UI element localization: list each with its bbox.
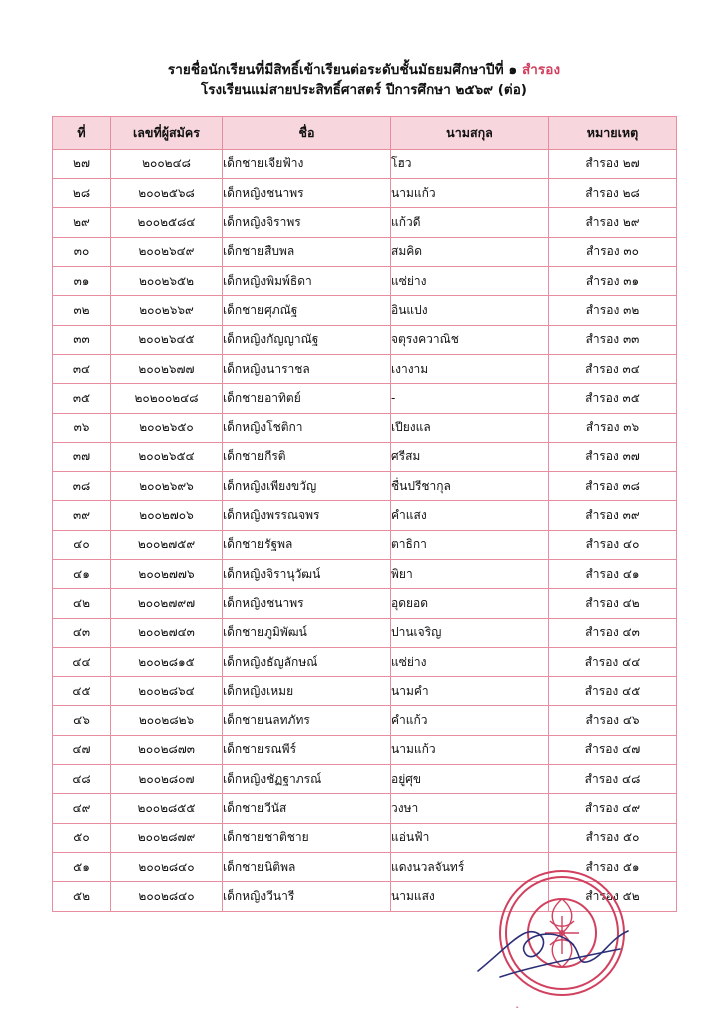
cell-first-name: เด็กชายนิติพล	[223, 852, 391, 881]
cell-last-name: -	[391, 384, 549, 413]
cell-applicant-code: ๒๐๐๒๖๗๗	[111, 354, 223, 383]
cell-row-index: ๓๑	[53, 267, 111, 296]
cell-row-index: ๓๙	[53, 501, 111, 530]
cell-row-index: ๓๗	[53, 442, 111, 471]
cell-row-index: ๔๕	[53, 677, 111, 706]
table-row	[53, 735, 677, 764]
cell-first-name: เด็กหญิงชนาพร	[223, 179, 391, 208]
cell-note: สำรอง ๓๕	[549, 384, 677, 413]
cell-last-name: ปานเจริญ	[391, 618, 549, 647]
cell-applicant-code: ๒๐๐๒๗๔๓	[111, 618, 223, 647]
cell-first-name: เด็กชายภูมิพัฒน์	[223, 618, 391, 647]
cell-last-name: วงษา	[391, 794, 549, 823]
cell-first-name: เด็กชายเจียฟ้าง	[223, 149, 391, 178]
cell-note: สำรอง ๔๓	[549, 618, 677, 647]
cell-last-name: แก้วดี	[391, 208, 549, 237]
cell-applicant-code: ๒๐๐๒๘๑๕	[111, 647, 223, 676]
cell-first-name: เด็กหญิงชนาพร	[223, 589, 391, 618]
cell-first-name: เด็กหญิงจิรานุวัฒน์	[223, 560, 391, 589]
cell-applicant-code: ๒๐๐๒๘๗๓	[111, 735, 223, 764]
cell-note: สำรอง ๓๙	[549, 501, 677, 530]
cell-row-index: ๓๘	[53, 472, 111, 501]
cell-note: สำรอง ๕๑	[549, 852, 677, 881]
cell-row-index: ๔๑	[53, 560, 111, 589]
cell-last-name: ศรีสม	[391, 442, 549, 471]
table-row	[53, 501, 677, 530]
cell-first-name: เด็กหญิงเพียงขวัญ	[223, 472, 391, 501]
table-header	[53, 116, 677, 149]
cell-row-index: ๔๙	[53, 794, 111, 823]
page-title-main: รายชื่อนักเรียนที่มีสิทธิ์เข้าเรียนต่อระดับชั้นมัธยมศึกษาปีที่ ๑	[167, 62, 522, 78]
cell-applicant-code: ๒๐๐๒๖๔๙	[111, 237, 223, 266]
cell-last-name: โฮว	[391, 149, 549, 178]
cell-applicant-code: ๒๐๐๒๖๕๒	[111, 267, 223, 296]
cell-first-name: เด็กหญิงกัญญาณัฐ	[223, 325, 391, 354]
cell-row-index: ๕๐	[53, 823, 111, 852]
cell-applicant-code: ๒๐๐๒๘๖๔	[111, 677, 223, 706]
cell-applicant-code: ๒๐๐๒๖๔๕	[111, 325, 223, 354]
cell-applicant-code: ๒๐๐๒๘๐๗	[111, 765, 223, 794]
cell-applicant-code: ๒๐๐๒๖๙๖	[111, 472, 223, 501]
column-header-first-name: ชื่อ	[223, 116, 391, 149]
cell-applicant-code: ๒๐๐๒๘๔๐	[111, 882, 223, 911]
cell-note: สำรอง ๔๕	[549, 677, 677, 706]
table-row	[53, 267, 677, 296]
cell-last-name: อยู่ศุข	[391, 765, 549, 794]
cell-last-name: อุดยอด	[391, 589, 549, 618]
table-row	[53, 179, 677, 208]
table-row	[53, 589, 677, 618]
cell-note: สำรอง ๔๒	[549, 589, 677, 618]
table-row	[53, 472, 677, 501]
cell-last-name: นามแสง	[391, 882, 549, 911]
cell-note: สำรอง ๔๖	[549, 706, 677, 735]
table-row	[53, 413, 677, 442]
table-row	[53, 882, 677, 911]
cell-note: สำรอง ๓๘	[549, 472, 677, 501]
cell-first-name: เด็กหญิงธัญลักษณ์	[223, 647, 391, 676]
cell-applicant-code: ๒๐๐๒๔๘	[111, 149, 223, 178]
table-row	[53, 823, 677, 852]
cell-last-name: เงางาม	[391, 354, 549, 383]
cell-note: สำรอง ๕๐	[549, 823, 677, 852]
table-row	[53, 706, 677, 735]
cell-last-name: แอ่นฟ้า	[391, 823, 549, 852]
cell-last-name: จตุรงควาณิช	[391, 325, 549, 354]
table-row	[53, 208, 677, 237]
cell-note: สำรอง ๔๗	[549, 735, 677, 764]
cell-last-name: แซ่ย่าง	[391, 267, 549, 296]
cell-first-name: เด็กหญิงชัฏฐาภรณ์	[223, 765, 391, 794]
cell-note: สำรอง ๓๔	[549, 354, 677, 383]
cell-last-name: สมคิด	[391, 237, 549, 266]
column-header-last-name: นามสกุล	[391, 116, 549, 149]
cell-applicant-code: ๒๐๐๒๖๖๙	[111, 296, 223, 325]
cell-row-index: ๒๙	[53, 208, 111, 237]
cell-last-name: นามแก้ว	[391, 179, 549, 208]
cell-note: สำรอง ๓๗	[549, 442, 677, 471]
cell-note: สำรอง ๓๐	[549, 237, 677, 266]
cell-row-index: ๔๒	[53, 589, 111, 618]
column-header-note: หมายเหตุ	[549, 116, 677, 149]
cell-row-index: ๔๖	[53, 706, 111, 735]
cell-last-name: คำแก้ว	[391, 706, 549, 735]
cell-last-name: พิยา	[391, 560, 549, 589]
cell-applicant-code: ๒๐๐๒๘๗๙	[111, 823, 223, 852]
cell-row-index: ๓๕	[53, 384, 111, 413]
cell-first-name: เด็กชายชาติชาย	[223, 823, 391, 852]
column-header-applicant-code: เลขที่ผู้สมัคร	[111, 116, 223, 149]
column-header-no: ที่	[53, 116, 111, 149]
cell-applicant-code: ๒๐๐๒๗๙๗	[111, 589, 223, 618]
table-row	[53, 296, 677, 325]
table-row	[53, 618, 677, 647]
cell-last-name: ตาธิกา	[391, 530, 549, 559]
cell-note: สำรอง ๔๐	[549, 530, 677, 559]
cell-note: สำรอง ๓๑	[549, 267, 677, 296]
cell-note: สำรอง ๓๒	[549, 296, 677, 325]
cell-row-index: ๓๐	[53, 237, 111, 266]
cell-applicant-code: ๒๐๐๒๘๒๖	[111, 706, 223, 735]
cell-applicant-code: ๒๐๐๒๗๕๙	[111, 530, 223, 559]
cell-note: สำรอง ๔๑	[549, 560, 677, 589]
signature-mark	[470, 905, 640, 995]
cell-row-index: ๓๖	[53, 413, 111, 442]
cell-first-name: เด็กหญิงเหมย	[223, 677, 391, 706]
cell-first-name: เด็กชายนลทภัทร	[223, 706, 391, 735]
cell-applicant-code: ๒๐๐๒๗๗๖	[111, 560, 223, 589]
cell-first-name: เด็กชายศุภณัฐ	[223, 296, 391, 325]
roster-table	[52, 116, 677, 912]
cell-first-name: เด็กชายอาทิตย์	[223, 384, 391, 413]
document-header	[52, 60, 676, 102]
cell-first-name: เด็กชายสืบพล	[223, 237, 391, 266]
table-row	[53, 237, 677, 266]
cell-first-name: เด็กชายรณพีร์	[223, 735, 391, 764]
table-header-row	[53, 116, 677, 149]
page-title-accent: สำรอง	[521, 62, 561, 78]
cell-last-name: อินแปง	[391, 296, 549, 325]
cell-note: สำรอง ๒๗	[549, 149, 677, 178]
cell-last-name: เปียงแล	[391, 413, 549, 442]
cell-row-index: ๔๐	[53, 530, 111, 559]
cell-applicant-code: ๒๐๐๒๘๕๕	[111, 794, 223, 823]
cell-applicant-code: ๒๐๐๒๕๖๘	[111, 179, 223, 208]
table-body	[53, 149, 677, 911]
table-row	[53, 560, 677, 589]
cell-row-index: ๕๒	[53, 882, 111, 911]
cell-note: สำรอง ๔๔	[549, 647, 677, 676]
table-row	[53, 794, 677, 823]
cell-note: สำรอง ๔๘	[549, 765, 677, 794]
cell-note: สำรอง ๓๓	[549, 325, 677, 354]
cell-first-name: เด็กหญิงโชติกา	[223, 413, 391, 442]
table-row	[53, 852, 677, 881]
cell-last-name: แซ่ย่าง	[391, 647, 549, 676]
cell-applicant-code: ๒๐๒๐๐๒๔๘	[111, 384, 223, 413]
table-row	[53, 442, 677, 471]
cell-row-index: ๓๓	[53, 325, 111, 354]
cell-last-name: คำแสง	[391, 501, 549, 530]
cell-last-name: ชื่นปรีชากุล	[391, 472, 549, 501]
table-row	[53, 530, 677, 559]
cell-applicant-code: ๒๐๐๒๗๐๖	[111, 501, 223, 530]
cell-applicant-code: ๒๐๐๒๕๘๔	[111, 208, 223, 237]
cell-row-index: ๔๗	[53, 735, 111, 764]
cell-first-name: เด็กหญิงพรรณจพร	[223, 501, 391, 530]
cell-first-name: เด็กหญิงพิมพ์ธิดา	[223, 267, 391, 296]
table-row	[53, 384, 677, 413]
table-row	[53, 325, 677, 354]
table-row	[53, 677, 677, 706]
cell-row-index: ๔๘	[53, 765, 111, 794]
cell-note: สำรอง ๓๖	[549, 413, 677, 442]
cell-note: สำรอง ๔๙	[549, 794, 677, 823]
cell-first-name: เด็กชายกีรติ	[223, 442, 391, 471]
cell-last-name: นามแก้ว	[391, 735, 549, 764]
cell-row-index: ๒๘	[53, 179, 111, 208]
cell-applicant-code: ๒๐๐๒๖๕๔	[111, 442, 223, 471]
cell-note: สำรอง ๒๙	[549, 208, 677, 237]
cell-last-name: แดงนวลจันทร์	[391, 852, 549, 881]
table-row	[53, 354, 677, 383]
cell-applicant-code: ๒๐๐๒๘๔๐	[111, 852, 223, 881]
cell-applicant-code: ๒๐๐๒๖๕๐	[111, 413, 223, 442]
cell-note: สำรอง ๒๘	[549, 179, 677, 208]
cell-last-name: นามคำ	[391, 677, 549, 706]
table-row	[53, 765, 677, 794]
table-row	[53, 149, 677, 178]
table-row	[53, 647, 677, 676]
cell-first-name: เด็กหญิงนาราชล	[223, 354, 391, 383]
cell-row-index: ๒๗	[53, 149, 111, 178]
cell-first-name: เด็กชายรัฐพล	[223, 530, 391, 559]
cell-row-index: ๔๓	[53, 618, 111, 647]
cell-row-index: ๓๒	[53, 296, 111, 325]
page-title	[52, 60, 676, 80]
cell-first-name: เด็กหญิงวีนารี	[223, 882, 391, 911]
seal-text	[509, 1006, 596, 1008]
cell-row-index: ๓๔	[53, 354, 111, 383]
cell-row-index: ๕๑	[53, 852, 111, 881]
cell-note: สำรอง ๕๒	[549, 882, 677, 911]
cell-first-name: เด็กชายวีนัส	[223, 794, 391, 823]
cell-row-index: ๔๔	[53, 647, 111, 676]
page-subtitle: โรงเรียนแม่สายประสิทธิ์ศาสตร์ ปีการศึกษา ๒๕๖๙ (ต่อ)	[201, 82, 527, 99]
cell-first-name: เด็กหญิงจิราพร	[223, 208, 391, 237]
